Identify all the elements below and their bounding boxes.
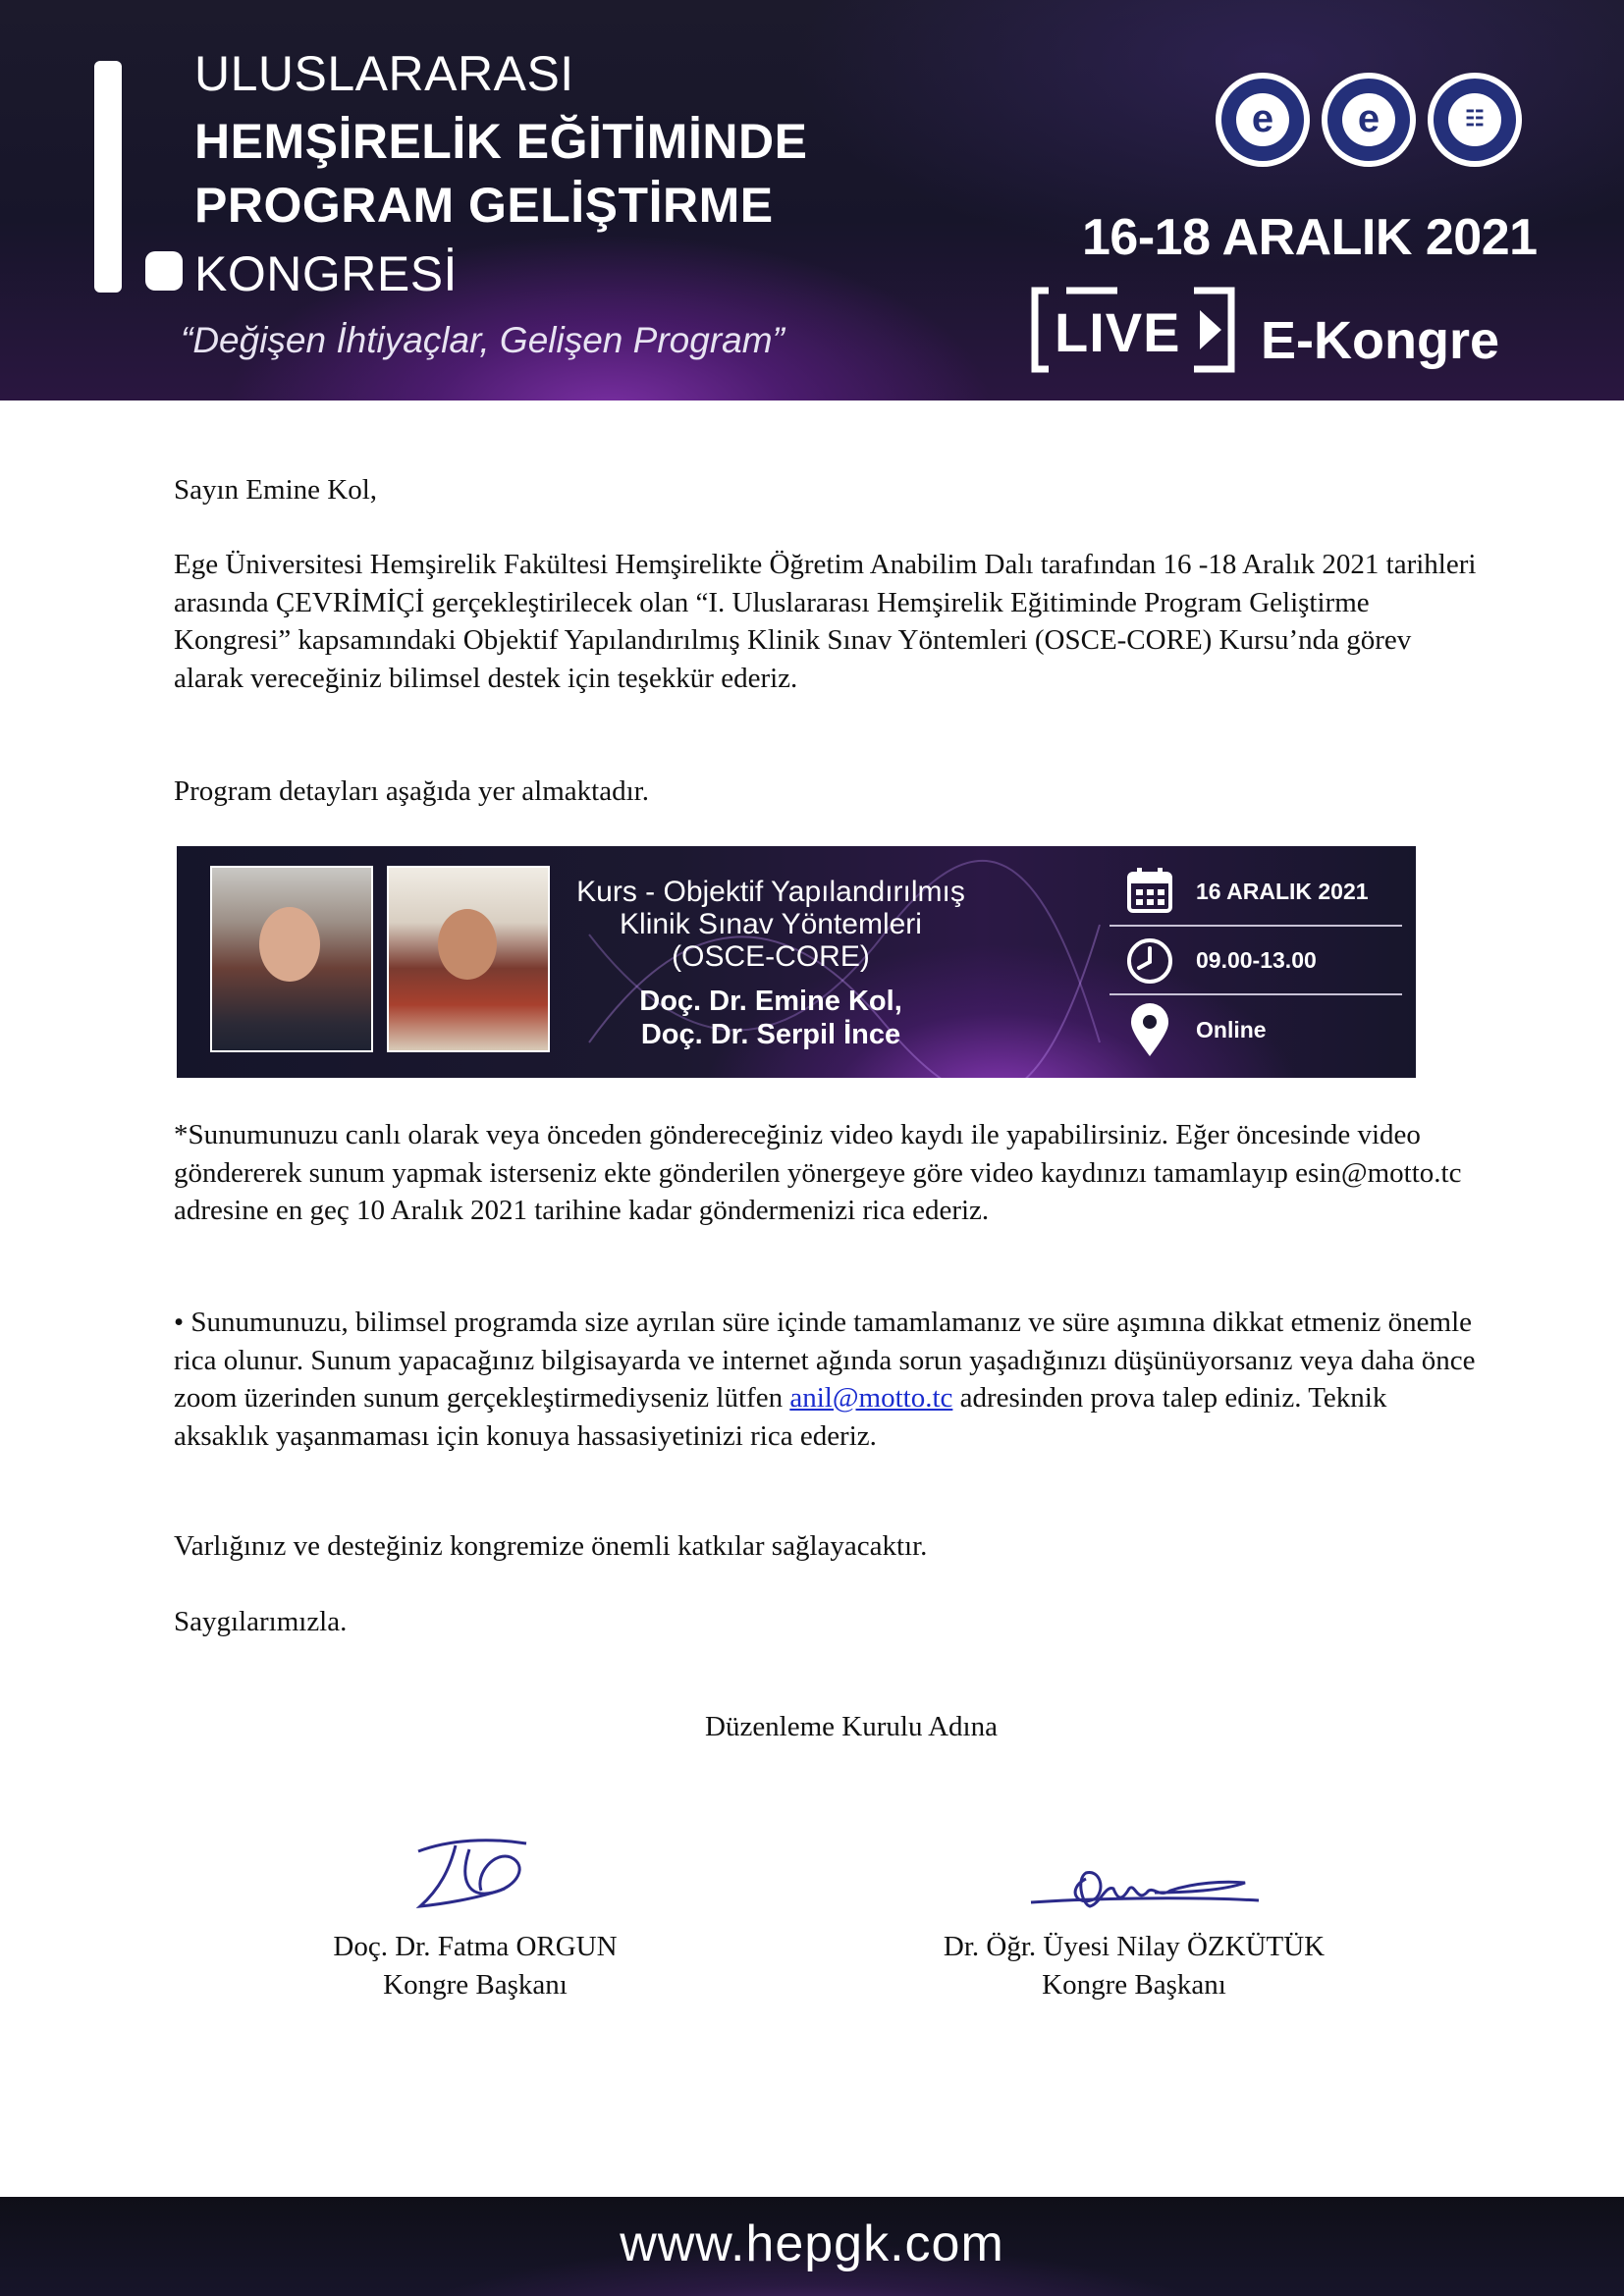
header-banner <box>0 0 1624 400</box>
video-submission-paragraph: *Sunumunuzu canlı olarak veya önceden göndereceğiniz video kaydı ile yapabilirsiniz. Eğer öncesinde video göndererek sunum yapmak isterseniz ekte gönderilen yönergeye göre video kaydınızı tamamlayıp esin@motto.tc adresine en geç 10 Aralık 2021 tarihine kadar göndermenizi rica ederiz. <box>174 1119 1462 1226</box>
website-url[interactable]: www.hepgk.com <box>620 2216 1004 2272</box>
university-logos <box>1216 73 1522 167</box>
thanks-paragraph: Ege Üniversitesi Hemşirelik Fakültesi Hemşirelikte Öğretim Anabilim Dalı tarafından 16 -18 Aralık 2021 tarihleri arasında ÇEVRİMİÇİ gerçekleştirilecek olan “I. Uluslararası Hemşirelik Eğitiminde Program Geliştirme Kongresi” kapsamındaki Objektif Yapılandırılmış Klinik Sınav Yöntemleri (OSCE-CORE) Kursu’nda görev alarak vereceğiniz bilimsel destek için teşekkür ederiz. <box>174 549 1477 694</box>
congress-slogan: “Değişen İhtiyaçlar, Gelişen Program” <box>181 320 785 360</box>
course-location: Online <box>1196 1017 1267 1042</box>
congress-title-line2: HEMŞİRELİK EĞİTİMİNDE <box>194 114 808 169</box>
speaker-photo-serpil-ince <box>387 866 550 1052</box>
course-divider-2 <box>1110 993 1402 995</box>
contribution-paragraph: Varlığınız ve desteğiniz kongremize önemli katkılar sağlayacaktır. <box>174 1530 928 1562</box>
course-speaker-1: Doç. Dr. Emine Kol, <box>639 986 902 1017</box>
signature-fatma-orgun <box>410 1830 538 1918</box>
salutation: Sayın Emine Kol, <box>174 474 378 506</box>
course-title-line2: Klinik Sınav Yöntemleri <box>620 908 922 940</box>
ogretim-anabilim-dali-logo: ☷ <box>1428 73 1522 167</box>
course-title-line1: Kurs - Objektif Yapılandırılmış <box>576 876 965 908</box>
closing-regards: Saygılarımızla. <box>174 1606 348 1637</box>
rehearsal-text-before: • Sunumunuzu, bilimsel programda size ayrılan süre içinde tamamlamanız ve süre aşımına dikkat etmeniz önemle rica olunur. Sunum yapacağınız bilgisayarda ve internet ağında sorun yaşadığınızı düşünüyorsanız veya daha önce zoom üzerinden sunum gerçekleştirmediyseniz lütfen <box>174 1307 1476 1414</box>
course-title-line3: (OSCE-CORE) <box>672 940 870 973</box>
footer-banner <box>0 2197 1624 2296</box>
congress-title-line4: KONGRESİ <box>194 246 458 301</box>
timing-rehearsal-paragraph <box>174 1304 1480 1455</box>
course-date: 16 ARALIK 2021 <box>1196 879 1369 904</box>
live-badge <box>1029 287 1239 373</box>
live-label: LIVE <box>1055 301 1181 363</box>
course-time: 09.00-13.00 <box>1196 947 1317 973</box>
roman-numeral-dot <box>145 251 183 291</box>
speaker-photo-emine-kol <box>210 866 373 1052</box>
ege-universitesi-logo: e <box>1216 73 1310 167</box>
rehearsal-email-link[interactable]: anil@motto.tc <box>789 1382 953 1414</box>
roman-numeral-bar <box>94 61 122 293</box>
calendar-icon <box>1125 866 1174 915</box>
congress-title-line1: ULUSLARARASI <box>194 46 574 101</box>
clock-icon <box>1125 936 1174 986</box>
signatory-2-name: Dr. Öğr. Üyesi Nilay ÖZKÜTÜK <box>943 1931 1326 1962</box>
hemsirelik-fakultesi-logo: e <box>1322 73 1416 167</box>
course-banner <box>177 846 1416 1078</box>
course-divider-1 <box>1110 925 1402 927</box>
event-format: E-Kongre <box>1261 311 1499 370</box>
signatory-1-name: Doç. Dr. Fatma ORGUN <box>333 1931 618 1962</box>
signatory-2-title: Kongre Başkanı <box>1042 1969 1226 2001</box>
organizing-committee: Düzenleme Kurulu Adına <box>705 1711 998 1742</box>
location-pin-icon <box>1125 1003 1174 1058</box>
signature-nilay-ozkutuk <box>1027 1849 1263 1918</box>
congress-title-line3: PROGRAM GELİŞTİRME <box>194 178 774 233</box>
signatory-1-title: Kongre Başkanı <box>383 1969 568 2001</box>
program-intro: Program detayları aşağıda yer almaktadır. <box>174 775 649 807</box>
rehearsal-text-after: adresinden prova talep ediniz. Teknik aksaklık yaşanmaması için konuya hassasiyetinizi rica ederiz. <box>174 1382 1387 1452</box>
congress-dates: 16-18 ARALIK 2021 <box>1082 209 1538 266</box>
course-speaker-2: Doç. Dr. Serpil İnce <box>640 1019 901 1050</box>
